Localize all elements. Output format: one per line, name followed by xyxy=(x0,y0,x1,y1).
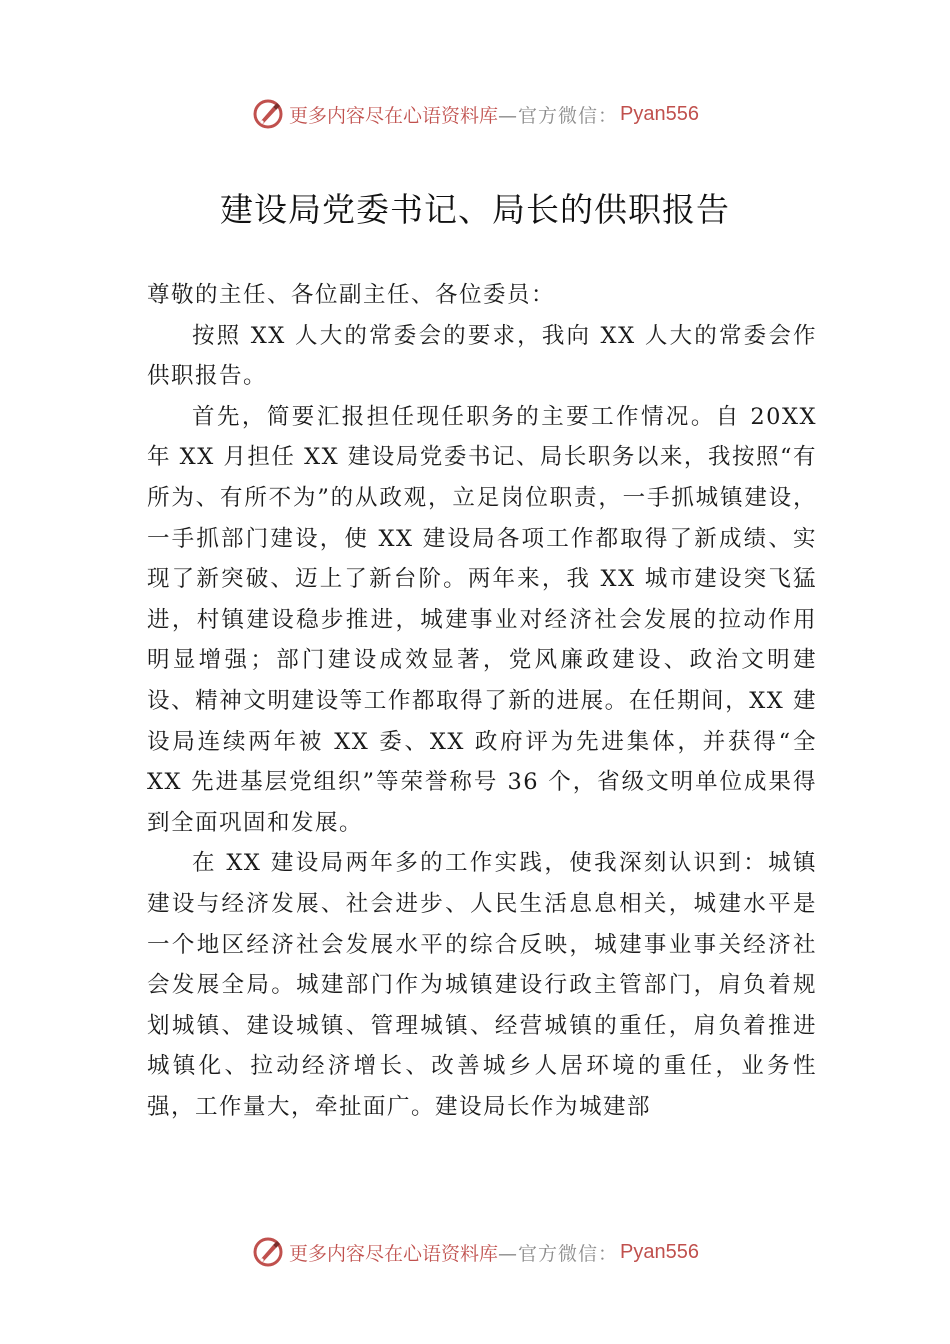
paragraph-1: 按照 XX 人大的常委会的要求，我向 XX 人大的常委会作供职报告。 xyxy=(147,322,817,390)
document-title: 建设局党委书记、局长的供职报告 xyxy=(220,190,730,229)
banner-wechat-id: Pyan556 xyxy=(620,102,699,125)
salutation: 尊敬的主任、各位副主任、各位委员： xyxy=(147,282,556,308)
banner-brand-text: 更多内容尽在心语资料库 xyxy=(289,104,499,127)
document-body xyxy=(147,275,817,1127)
header-banner xyxy=(0,94,950,134)
banner-wechat-id: Pyan556 xyxy=(620,1240,699,1263)
banner-official-label: —官方微信： xyxy=(498,1242,619,1265)
footer-banner xyxy=(0,1232,950,1272)
paragraph-3: 在 XX 建设局两年多的工作实践，使我深刻认识到：城镇建设与经济发展、社会进步、人民生活息息相关，城建水平是一个地区经济社会发展水平的综合反映，城建事业事关经济社会发展全局。城建部门作为城镇建设行政主管部门，肩负着规划城镇、建设城镇、管理城镇、经营城镇的重任，肩负着推进城镇化、拉动经济增长、改善城乡人居环境的重任，业务性强，工作量大，牵扯面广。建设局长作为城建部 xyxy=(147,850,817,1120)
paragraph-2: 首先，简要汇报担任现任职务的主要工作情况。自 20XX 年 XX 月担任 XX 建设局党委书记、局长职务以来，我按照“有所为、有所不为”的从政观，立足岗位职责，一手抓城镇建设，一手抓部门建设，使 XX 建设局各项工作都取得了新成绩、实现了新突破、迈上了新台阶。两年来，我 XX 城市建设突飞猛进，村镇建设稳步推进，城建事业对经济社会发展的拉动作用明显增强；部门建设成效显著，党风廉政建设、政治文明建设、精神文明建设等工作都取得了新的进展。在任期间，XX 建设局连续两年被 XX 委、XX 政府评为先进集体，并获得“全 XX 先进基层党组织”等荣誉称号 36 个，省级文明单位成果得到全面巩固和发展。 xyxy=(147,403,817,836)
banner-official-label: —官方微信： xyxy=(498,104,619,127)
banner-brand-text: 更多内容尽在心语资料库 xyxy=(289,1242,499,1265)
pen-logo-icon xyxy=(251,1235,285,1269)
pen-logo-icon xyxy=(251,97,285,131)
